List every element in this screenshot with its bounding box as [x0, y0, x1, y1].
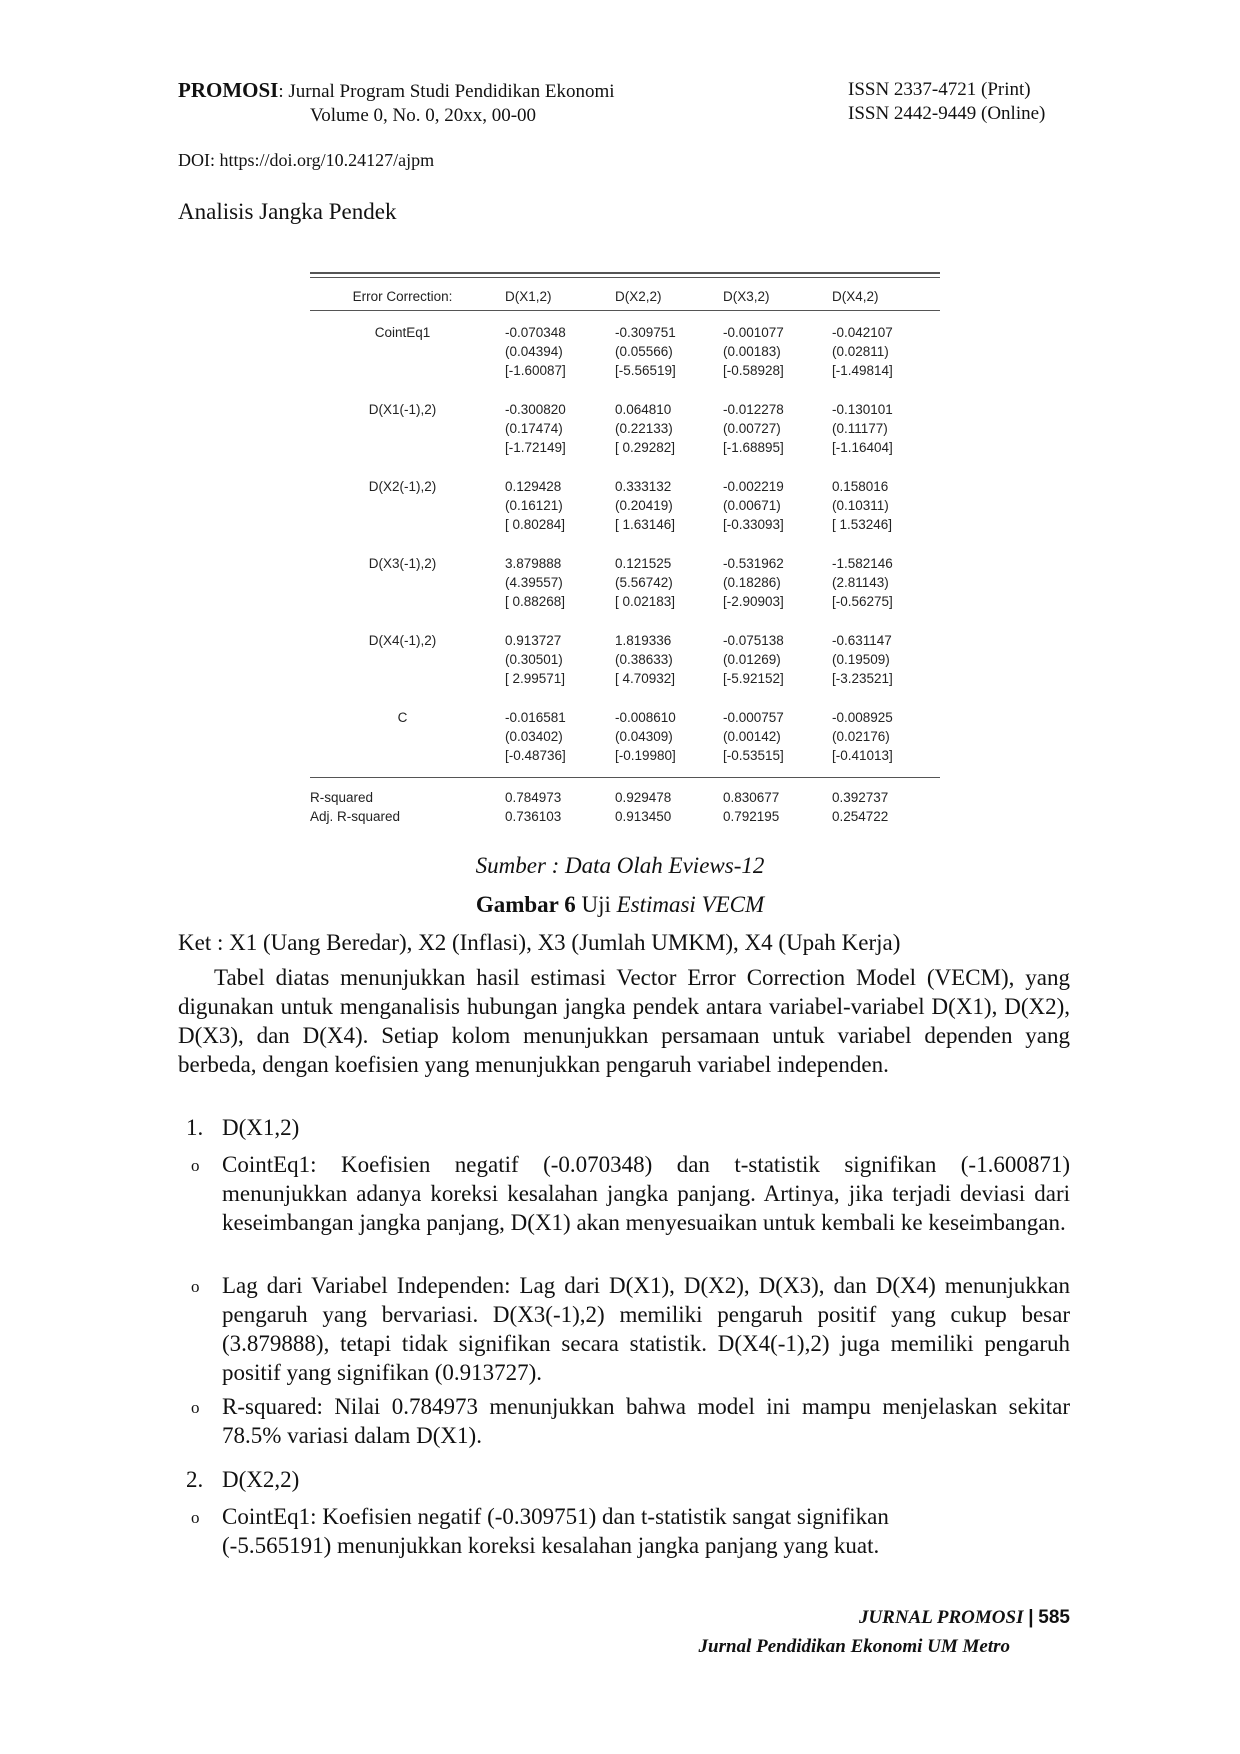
coefficient-cell: -0.008610: [615, 710, 676, 725]
t-stat-cell: [-1.16404]: [832, 440, 893, 455]
std-error-cell: (0.00727): [723, 421, 781, 436]
figure-source: Sumber : Data Olah Eviews-12: [475, 853, 765, 878]
std-error-cell: (0.00183): [723, 344, 781, 359]
coefficient-cell: 0.129428: [505, 479, 562, 494]
t-stat-cell: [-1.49814]: [832, 363, 893, 378]
bullet-marker: o: [191, 1156, 200, 1175]
std-error-cell: (0.02811): [832, 344, 889, 359]
std-error-cell: (2.81143): [832, 575, 889, 590]
table-row-label: D(X3(-1),2): [368, 556, 437, 571]
t-stat-cell: [ 0.80284]: [505, 517, 566, 532]
journal-subtitle: : Jurnal Program Studi Pendidikan Ekonomi: [278, 81, 615, 102]
table-header-cell: D(X4,2): [832, 289, 879, 304]
stat-value: 0.254722: [832, 809, 889, 824]
footer-subtitle: Jurnal Pendidikan Ekonomi UM Metro: [698, 1636, 1010, 1657]
std-error-cell: (0.11177): [832, 421, 888, 436]
doi-line: DOI: https://doi.org/10.24127/ajpm: [178, 150, 435, 170]
coefficient-cell: -0.008925: [832, 710, 893, 725]
coefficient-cell: -0.002219: [723, 479, 784, 494]
journal-volume: Volume 0, No. 0, 20xx, 00-00: [310, 105, 537, 126]
journal-header: [178, 78, 615, 128]
std-error-cell: (0.20419): [615, 498, 673, 513]
variable-key: Ket : X1 (Uang Beredar), X2 (Inflasi), X3 (Jumlah UMKM), X4 (Upah Kerja): [178, 930, 901, 955]
std-error-cell: (0.01269): [723, 652, 781, 667]
coefficient-cell: -0.070348: [505, 325, 566, 340]
table-stats-rule: [310, 777, 940, 778]
footer-journal: [600, 1607, 1070, 1629]
coefficient-cell: 0.064810: [615, 402, 672, 417]
stat-value: 0.784973: [505, 790, 562, 805]
coefficient-cell: 3.879888: [505, 556, 562, 571]
t-stat-cell: [-1.72149]: [505, 440, 566, 455]
table-header-cell: D(X2,2): [615, 289, 662, 304]
std-error-cell: (0.00671): [723, 498, 781, 513]
table-row-label: D(X1(-1),2): [368, 402, 437, 417]
issn-print: ISSN 2337-4721 (Print): [848, 79, 1031, 100]
coefficient-cell: 0.158016: [832, 479, 889, 494]
t-stat-cell: [-0.56275]: [832, 594, 893, 609]
table-top-rule: [310, 277, 940, 278]
coefficient-cell: -0.001077: [723, 325, 784, 340]
std-error-cell: (0.05566): [615, 344, 673, 359]
table-header-cell: D(X3,2): [723, 289, 770, 304]
coefficient-cell: -1.582146: [832, 556, 893, 571]
list-title: D(X2,2): [222, 1467, 300, 1492]
body-paragraph: Tabel diatas menunjukkan hasil estimasi Vector Error Correction Model (VECM), yang digunakan untuk menganalisis hubungan jangka pendek antara variabel-variabel D(X1), D(X2), D(X3), dan D(X4). Setiap kolom menunjukkan persamaan untuk variabel dependen yang berbeda, dengan koefisien yang menunjukkan pengaruh variabel independen.: [178, 965, 1070, 1077]
coefficient-cell: -0.300820: [505, 402, 566, 417]
footer-journal-name: JURNAL PROMOSI: [858, 1607, 1024, 1628]
coefficient-cell: 0.121525: [615, 556, 672, 571]
std-error-cell: (0.04309): [615, 729, 673, 744]
t-stat-cell: [-1.68895]: [723, 440, 784, 455]
std-error-cell: (0.30501): [505, 652, 563, 667]
t-stat-cell: [-5.56519]: [615, 363, 676, 378]
std-error-cell: (0.17474): [505, 421, 563, 436]
stat-value: 0.913450: [615, 809, 672, 824]
t-stat-cell: [-0.58928]: [723, 363, 784, 378]
t-stat-cell: [-5.92152]: [723, 671, 784, 686]
table-row-label: D(X4(-1),2): [368, 633, 437, 648]
t-stat-cell: [ 0.29282]: [615, 440, 676, 455]
footer-separator: |: [1028, 1607, 1034, 1628]
stat-value: 0.392737: [832, 790, 889, 805]
stat-label: R-squared: [310, 790, 374, 805]
figure-caption: [0, 892, 1240, 918]
t-stat-cell: [-0.33093]: [723, 517, 784, 532]
list-title: D(X1,2): [222, 1115, 300, 1140]
table-header-cell: D(X1,2): [505, 289, 552, 304]
coefficient-cell: -0.016581: [505, 710, 566, 725]
coefficient-cell: -0.042107: [832, 325, 893, 340]
std-error-cell: (4.39557): [505, 575, 563, 590]
std-error-cell: (0.18286): [723, 575, 781, 590]
bullet-marker: o: [191, 1508, 200, 1527]
table-top-rule: [310, 272, 940, 274]
journal-name: PROMOSI: [178, 78, 279, 102]
coefficient-cell: 0.333132: [615, 479, 672, 494]
t-stat-cell: [ 0.02183]: [615, 594, 676, 609]
coefficient-cell: 0.913727: [505, 633, 562, 648]
coefficient-cell: -0.309751: [615, 325, 676, 340]
t-stat-cell: [-0.19980]: [615, 748, 676, 763]
stat-value: 0.929478: [615, 790, 672, 805]
issn-block: [848, 78, 1045, 126]
list-bullet: CointEq1: Koefisien negatif (-0.070348) dan t-statistik signifikan (-1.600871) menunjukkan adanya koreksi kesalahan jangka panjang. Artinya, jika terjadi deviasi dari keseimbangan jangka panjang, D(X1) akan menyesuaikan untuk kembali ke keseimbangan.: [222, 1152, 1070, 1235]
table-header-cell: Error Correction:: [352, 289, 453, 304]
std-error-cell: (0.38633): [615, 652, 673, 667]
coefficient-cell: -0.000757: [723, 710, 784, 725]
list-bullet: CointEq1: Koefisien negatif (-0.309751) dan t-statistik sangat signifikan (-5.565191) menunjukkan koreksi kesalahan jangka panjang yang kuat.: [222, 1504, 889, 1558]
table-row-label: C: [397, 710, 408, 725]
section-title: Analisis Jangka Pendek: [178, 199, 397, 224]
coefficient-cell: -0.531962: [723, 556, 784, 571]
std-error-cell: (0.16121): [505, 498, 563, 513]
vecm-estimation-table: [310, 272, 940, 835]
stat-value: 0.830677: [723, 790, 780, 805]
t-stat-cell: [ 4.70932]: [615, 671, 676, 686]
t-stat-cell: [-0.48736]: [505, 748, 566, 763]
table-header-rule: [310, 310, 940, 311]
figure-label: Gambar 6: [475, 892, 576, 917]
std-error-cell: (0.04394): [505, 344, 563, 359]
t-stat-cell: [ 1.63146]: [615, 517, 676, 532]
coefficient-cell: -0.631147: [832, 633, 892, 648]
t-stat-cell: [ 2.99571]: [505, 671, 566, 686]
std-error-cell: (0.22133): [615, 421, 673, 436]
figure-text-italic: Estimasi VECM: [616, 892, 765, 917]
bullet-marker: o: [191, 1398, 200, 1417]
page-number: 585: [1038, 1607, 1070, 1628]
stat-value: 0.792195: [723, 809, 780, 824]
std-error-cell: (5.56742): [615, 575, 673, 590]
stat-value: 0.736103: [505, 809, 562, 824]
t-stat-cell: [-2.90903]: [723, 594, 784, 609]
list-bullet: R-squared: Nilai 0.784973 menunjukkan bahwa model ini mampu menjelaskan sekitar 78.5% variasi dalam D(X1).: [222, 1394, 1070, 1448]
t-stat-cell: [-0.41013]: [832, 748, 893, 763]
stat-label: Adj. R-squared: [310, 809, 401, 824]
coefficient-cell: -0.075138: [723, 633, 784, 648]
list-number: 1.: [186, 1115, 204, 1140]
list-number: 2.: [186, 1467, 204, 1492]
std-error-cell: (0.00142): [723, 729, 781, 744]
std-error-cell: (0.19509): [832, 652, 890, 667]
figure-text: Uji: [575, 892, 617, 917]
std-error-cell: (0.03402): [505, 729, 563, 744]
coefficient-cell: -0.130101: [832, 402, 893, 417]
bullet-marker: o: [191, 1277, 200, 1296]
coefficient-cell: -0.012278: [723, 402, 784, 417]
t-stat-cell: [-3.23521]: [832, 671, 893, 686]
table-row-label: CointEq1: [374, 325, 431, 340]
t-stat-cell: [-0.53515]: [723, 748, 784, 763]
std-error-cell: (0.10311): [832, 498, 889, 513]
list-bullet: Lag dari Variabel Independen: Lag dari D(X1), D(X2), D(X3), dan D(X4) menunjukkan pengaruh yang bervariasi. D(X3(-1),2) memiliki pengaruh positif yang cukup besar (3.879888), tetapi tidak signifikan secara statistik. D(X4(-1),2) juga memiliki pengaruh positif yang signifikan (0.913727).: [222, 1273, 1070, 1385]
t-stat-cell: [ 0.88268]: [505, 594, 566, 609]
t-stat-cell: [-1.60087]: [505, 363, 566, 378]
coefficient-cell: 1.819336: [615, 633, 672, 648]
std-error-cell: (0.02176): [832, 729, 890, 744]
t-stat-cell: [ 1.53246]: [832, 517, 893, 532]
issn-online: ISSN 2442-9449 (Online): [848, 103, 1046, 124]
table-row-label: D(X2(-1),2): [368, 479, 437, 494]
